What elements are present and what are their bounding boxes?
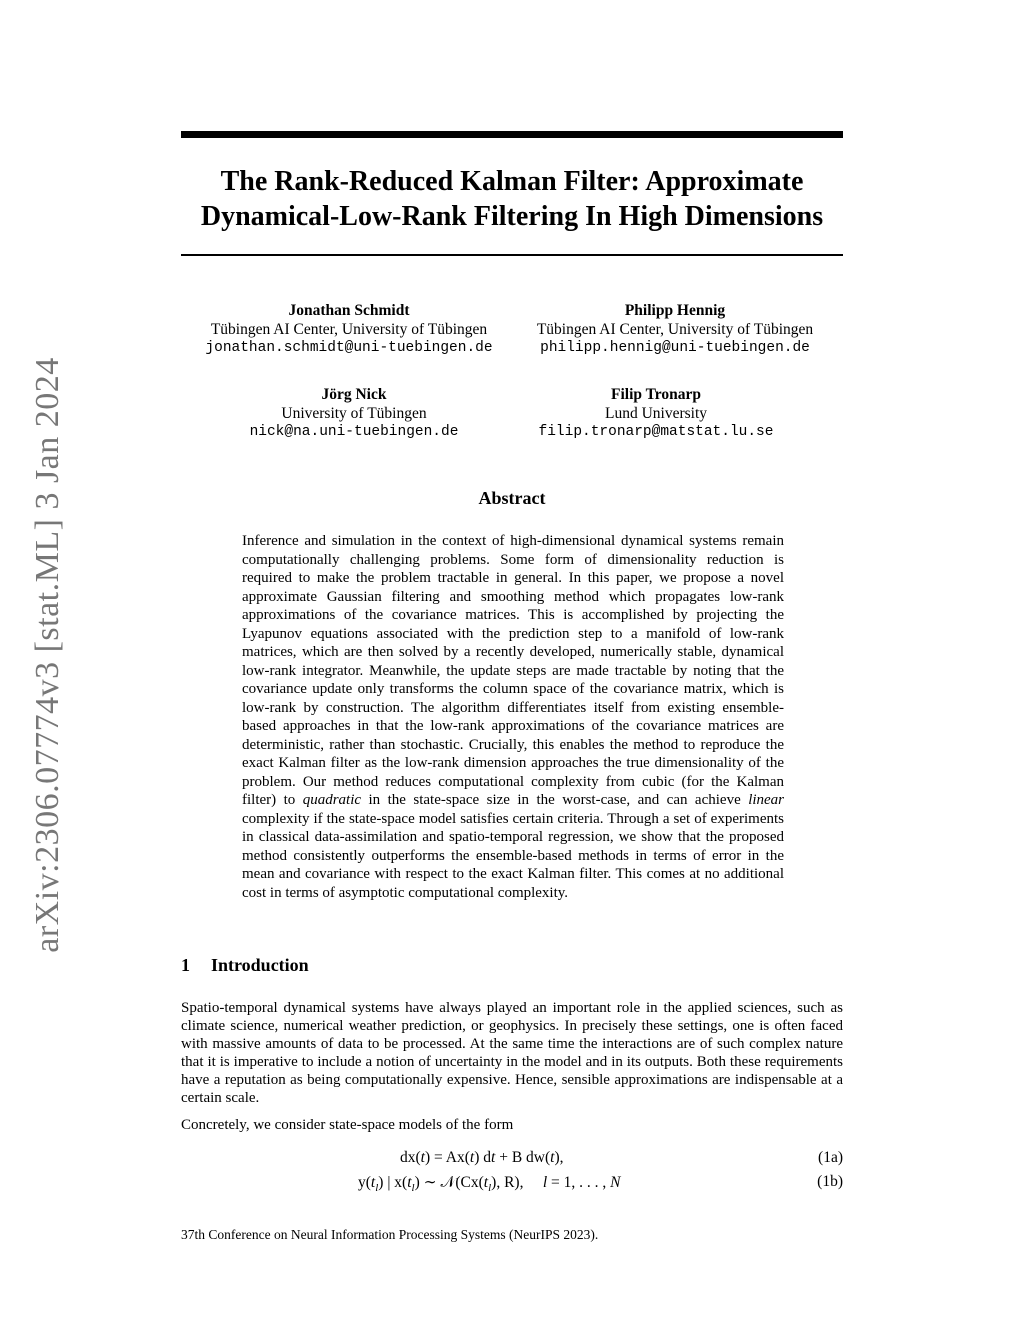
intro-paragraph: Concretely, we consider state-space models of the form (181, 1117, 514, 1133)
abstract-emphasis: quadratic (302, 792, 362, 808)
author-block (505, 301, 845, 358)
abstract-body (242, 532, 784, 902)
conference-footnote: 37th Conference on Neural Information Processing Systems (NeurIPS 2023). (181, 1227, 599, 1242)
title-bottom-rule (181, 254, 843, 256)
equation-1a: dx(t) = Ax(t) dt + B dw(t), (400, 1149, 564, 1166)
abstract-text: Inference and simulation in the context of high-dimensional dynamical systems remain computationally challenging problems. Some form of dimensionality reduction is required to make the problem tractable in general. In this paper, we propose a novel approximate Gaussian filtering and smoothing method which propagates low-rank approximations of the covariance matrices. This is accomplished by projecting the Lyapunov equations associated with the prediction step to a manifold of low-rank matrices, which are then solved by a recently developed, numerically stable, dynamical low-rank integrator. Meanwhile, the update steps are made tractable by noting that the covariance update only transforms the column space of the covariance matrix, which is low-rank by construction. The algorithm differentiates itself from existing ensemble-based approaches in that the low-rank approximations of the covariance matrices are deterministic, rather than stochastic. Crucially, this enables the method to reproduce the exact Kalman filter as the low-rank dimension approaches the true dimensionality of the problem. Our method reduces computational complexity from cubic (for the Kalman filter) to (242, 533, 784, 808)
author-email[interactable]: nick@na.uni-tuebingen.de (249, 424, 459, 440)
author-name: Jonathan Schmidt (288, 302, 410, 319)
author-affiliation: Tübingen AI Center, University of Tübingen (536, 321, 814, 338)
arxiv-side-watermark: arXiv:2306.07774v3 [stat.ML] 3 Jan 2024 (29, 357, 66, 953)
author-affiliation: University of Tübingen (281, 405, 427, 422)
author-affiliation: Lund University (604, 405, 708, 422)
author-block (179, 301, 519, 358)
abstract-text: complexity if the state-space model satisfies certain criteria. Through a set of experiments in classical data-assimilation and spatio-temporal regression, we show that the proposed method consistently outperforms the ensemble-based methods in terms of error in the mean and covariance with respect to the exact Kalman filter. This comes at no additional cost in terms of asymptotic computational complexity. (242, 810, 784, 901)
intro-paragraph: Spatio-temporal dynamical systems have always played an important role in the applied sciences, such as climate science, numerical weather prediction, or geophysics. In precisely these settings, one is often faced with massive amounts of data to be processed. At the same time the interactions are of such complex nature that it is imperative to include a notion of uncertainty in the model and in its outputs. Both these requirements have a reputation as being computationally expensive. Hence, sensible approximations are indispensable at a certain scale. (181, 1000, 843, 1106)
equation-number: (1a) (818, 1149, 843, 1166)
title-top-rule (181, 131, 843, 138)
section-heading (181, 955, 309, 976)
author-name: Jörg Nick (321, 386, 387, 403)
author-email[interactable]: philipp.hennig@uni-tuebingen.de (540, 340, 810, 356)
author-name: Philipp Hennig (624, 302, 726, 319)
author-email[interactable]: jonathan.schmidt@uni-tuebingen.de (205, 340, 493, 356)
section-number: 1 (181, 955, 190, 975)
author-name: Filip Tronarp (610, 386, 701, 403)
paper-title: The Rank-Reduced Kalman Filter: Approximate Dynamical-Low-Rank Filtering In High Dimensions (200, 166, 824, 232)
equation-1b: $y(t_l)$ | $x(t_l)$ ∼ $𝒩(Cx(t_l)$, R), l = 1, . . . , N (358, 1174, 621, 1195)
abstract-heading: Abstract (478, 488, 546, 508)
section-title: Introduction (211, 955, 309, 975)
author-email[interactable]: filip.tronarp@matstat.lu.se (538, 424, 774, 440)
abstract-text: in the state-space size in the worst-case, and can achieve (368, 792, 741, 808)
author-block (184, 385, 524, 442)
author-affiliation: Tübingen AI Center, University of Tübingen (210, 321, 488, 338)
equation-number: (1b) (817, 1173, 843, 1190)
abstract-emphasis: linear (748, 792, 785, 808)
author-block (486, 385, 826, 442)
